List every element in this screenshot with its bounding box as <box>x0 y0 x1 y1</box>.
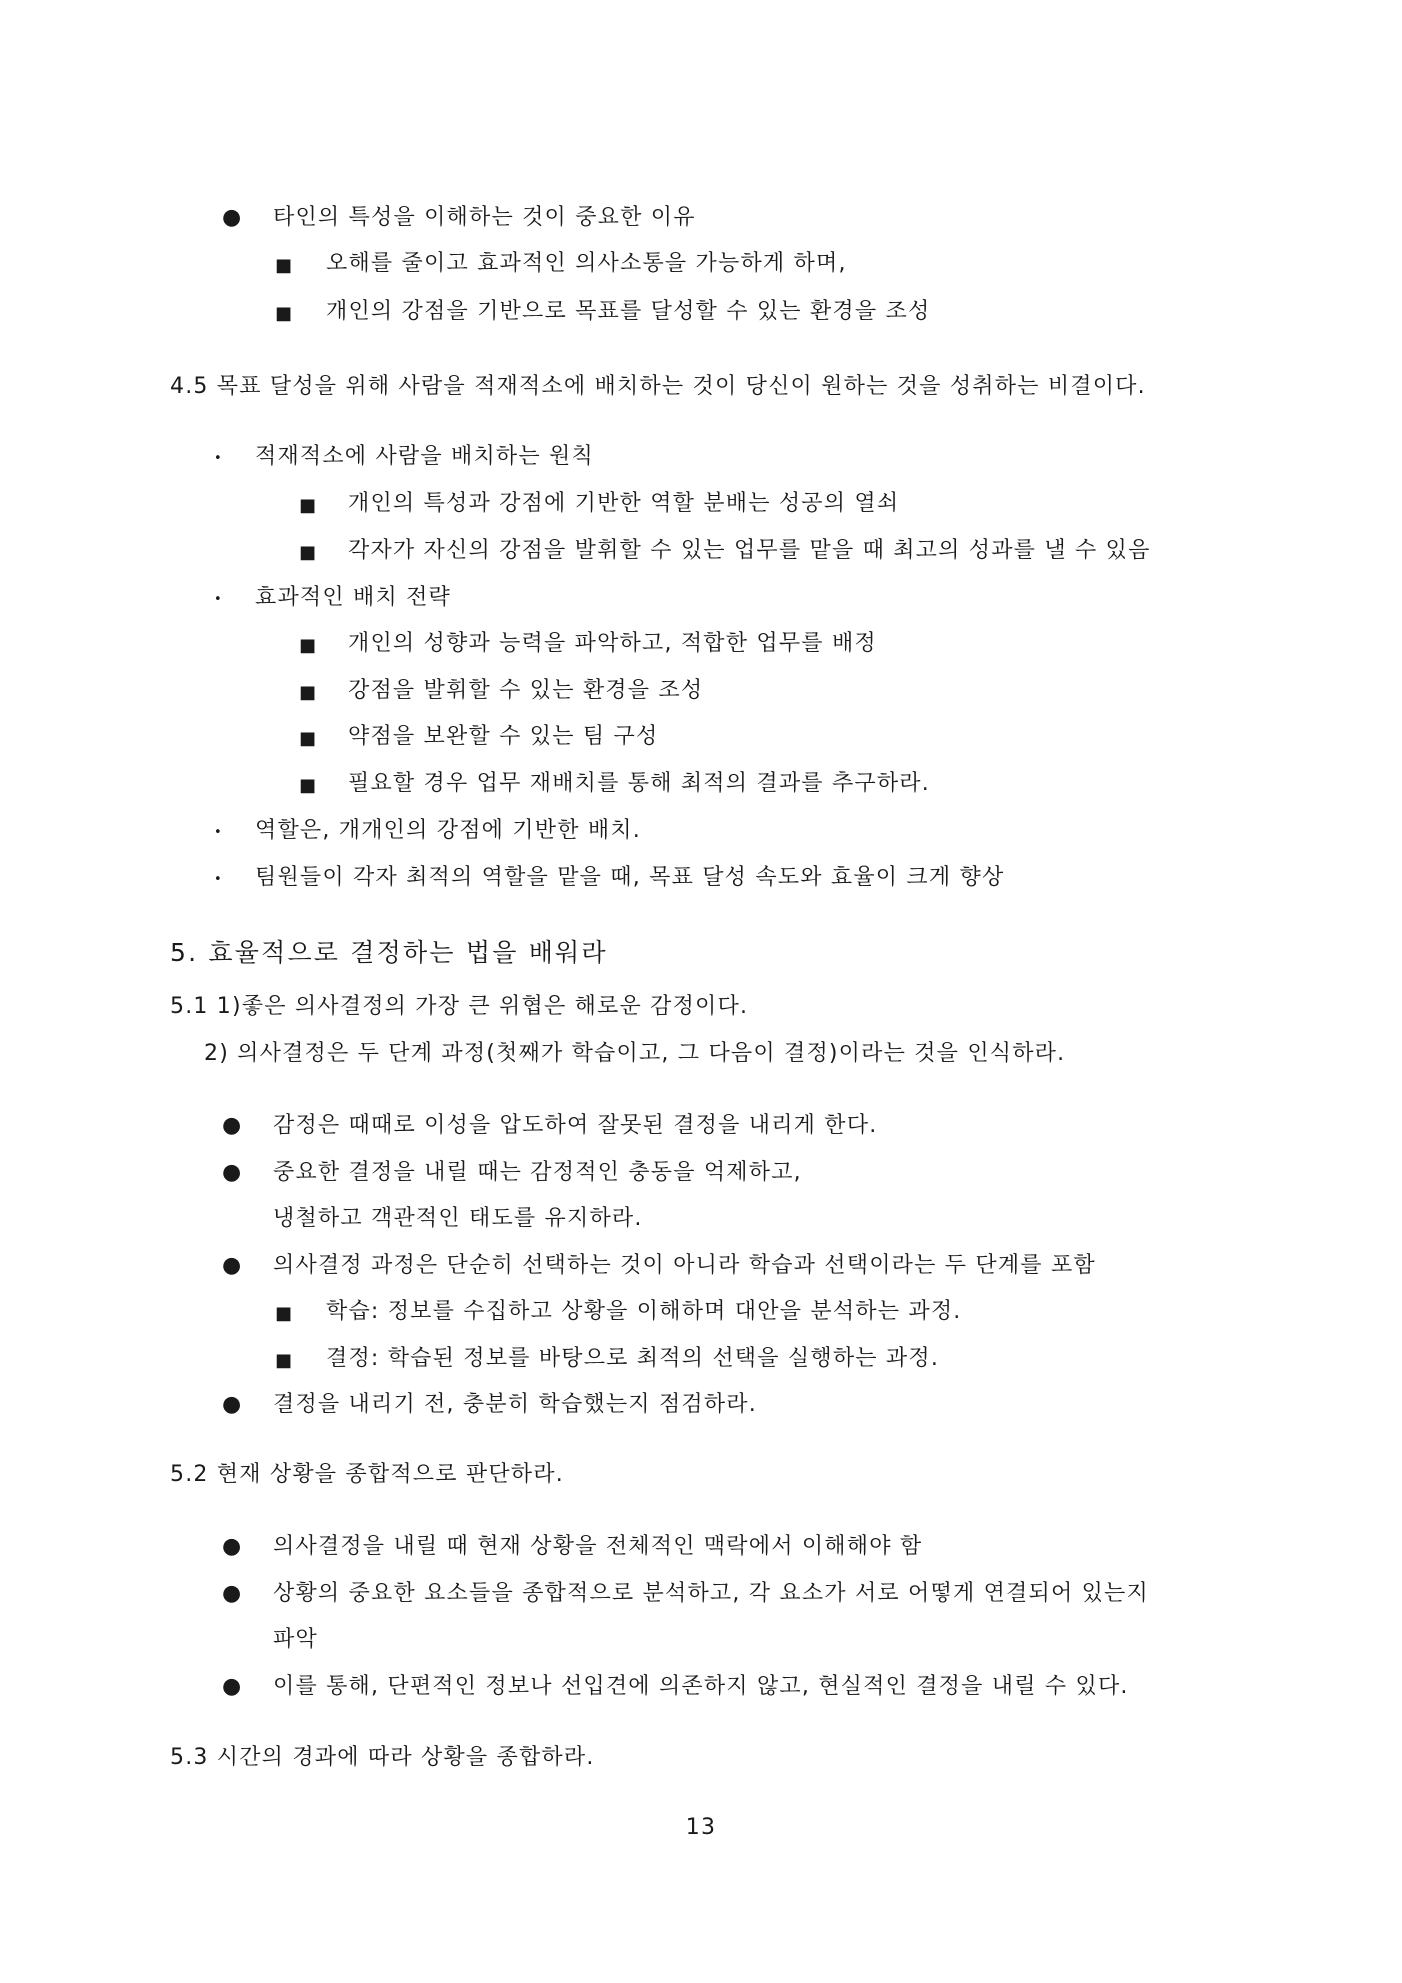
bullet-icon: ● <box>222 205 243 230</box>
sub-list-item: 결정: 학습된 정보를 바탕으로 최적의 선택을 실행하는 과정. <box>326 1346 940 1371</box>
sub-list-item: 개인의 강점을 기반으로 목표를 달성할 수 있는 환경을 조성 <box>326 299 931 324</box>
sub-list-item: 학습: 정보를 수집하고 상황을 이해하며 대안을 분석하는 과정. <box>326 1299 962 1324</box>
square-bullet-icon: ■ <box>299 495 318 516</box>
bullet-icon: • <box>214 592 223 607</box>
page-number: 13 <box>685 1815 717 1840</box>
list-item: 상황의 중요한 요소들을 종합적으로 분석하고, 각 요소가 서로 어떻게 연결되어 있는지 <box>273 1581 1149 1606</box>
sub-list-item: 필요할 경우 업무 재배치를 통해 최적의 결과를 추구하라. <box>348 771 930 796</box>
list-item: 팀원들이 각자 최적의 역할을 맡을 때, 목표 달성 속도와 효율이 크게 향상 <box>255 865 1005 890</box>
section-heading: 5.2 현재 상황을 종합적으로 판단하라. <box>170 1462 564 1487</box>
list-item: 의사결정 과정은 단순히 선택하는 것이 아니라 학습과 선택이라는 두 단계를 포함 <box>273 1253 1096 1278</box>
section-heading: 5.3 시간의 경과에 따라 상황을 종합하라. <box>170 1745 595 1770</box>
list-item: 이를 통해, 단편적인 정보나 선입견에 의존하지 않고, 현실적인 결정을 내릴 수 있다. <box>273 1674 1129 1699</box>
square-bullet-icon: ■ <box>299 728 318 749</box>
bullet-icon: ● <box>222 1581 243 1606</box>
bullet-icon: ● <box>222 1674 243 1699</box>
list-item: 역할은, 개개인의 강점에 기반한 배치. <box>255 818 641 843</box>
list-item-continuation: 냉철하고 객관적인 태도를 유지하라. <box>273 1206 643 1231</box>
bullet-icon: ● <box>222 1253 243 1278</box>
list-item: 적재적소에 사람을 배치하는 원칙 <box>255 444 594 469</box>
sub-list-item: 약점을 보완할 수 있는 팀 구성 <box>348 724 659 749</box>
square-bullet-icon: ■ <box>299 682 318 703</box>
square-bullet-icon: ■ <box>275 1350 294 1371</box>
chapter-heading: 5. 효율적으로 결정하는 법을 배워라 <box>170 938 608 967</box>
list-item: 중요한 결정을 내릴 때는 감정적인 충동을 억제하고, <box>273 1160 802 1185</box>
bullet-icon: ● <box>222 1392 243 1417</box>
sub-list-item: 오해를 줄이고 효과적인 의사소통을 가능하게 하며, <box>326 251 847 276</box>
square-bullet-icon: ■ <box>275 1303 294 1324</box>
bullet-icon: ● <box>222 1113 243 1138</box>
square-bullet-icon: ■ <box>299 775 318 796</box>
square-bullet-icon: ■ <box>299 542 318 563</box>
bullet-icon: • <box>214 872 223 887</box>
list-item: 결정을 내리기 전, 충분히 학습했는지 점검하라. <box>273 1392 757 1417</box>
bullet-icon: ● <box>222 1160 243 1185</box>
section-heading: 5.1 1)좋은 의사결정의 가장 큰 위협은 해로운 감정이다. <box>170 994 749 1019</box>
bullet-icon: • <box>214 451 223 466</box>
bullet-icon: ● <box>222 1534 243 1559</box>
bullet-icon: • <box>214 825 223 840</box>
list-item: 감정은 때때로 이성을 압도하여 잘못된 결정을 내리게 한다. <box>273 1113 878 1138</box>
sub-list-item: 각자가 자신의 강점을 발휘할 수 있는 업무를 맡을 때 최고의 성과를 낼 수 있음 <box>348 538 1151 563</box>
sub-list-item: 개인의 특성과 강점에 기반한 역할 분배는 성공의 열쇠 <box>348 491 900 516</box>
square-bullet-icon: ■ <box>275 255 294 276</box>
square-bullet-icon: ■ <box>299 635 318 656</box>
square-bullet-icon: ■ <box>275 303 294 324</box>
list-item: 의사결정을 내릴 때 현재 상황을 전체적인 맥락에서 이해해야 함 <box>273 1534 923 1559</box>
section-subheading: 2) 의사결정은 두 단계 과정(첫째가 학습이고, 그 다음이 결정)이라는 것을 인식하라. <box>204 1041 1066 1066</box>
list-item-continuation: 파악 <box>273 1627 318 1652</box>
sub-list-item: 강점을 발휘할 수 있는 환경을 조성 <box>348 678 704 703</box>
section-heading: 4.5 목표 달성을 위해 사람을 적재적소에 배치하는 것이 당신이 원하는 것을 성취하는 비결이다. <box>170 374 1146 399</box>
list-item: 효과적인 배치 전략 <box>255 585 452 610</box>
sub-list-item: 개인의 성향과 능력을 파악하고, 적합한 업무를 배정 <box>348 631 877 656</box>
list-item: 타인의 특성을 이해하는 것이 중요한 이유 <box>273 205 696 230</box>
